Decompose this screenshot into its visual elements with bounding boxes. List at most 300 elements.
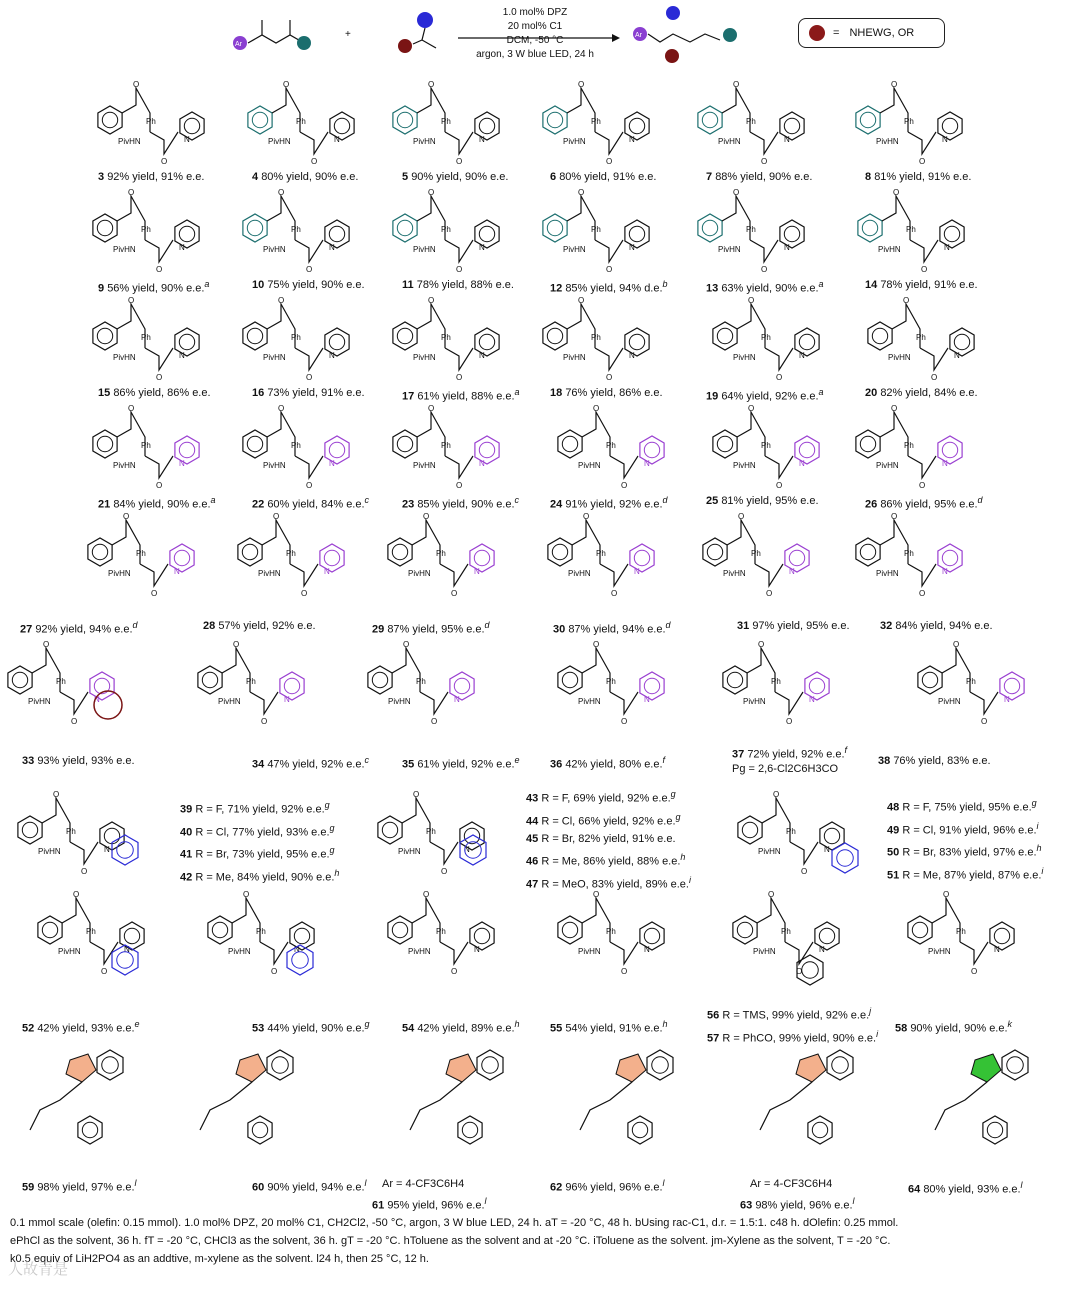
pyridine-ring xyxy=(983,1116,1007,1144)
compound-caption xyxy=(865,171,971,183)
aromatic-circle xyxy=(82,1122,97,1137)
bond xyxy=(290,564,318,586)
group-line xyxy=(887,817,1043,840)
molecule-structure xyxy=(388,890,494,976)
aryl-ring xyxy=(723,666,747,694)
oxygen-label: O xyxy=(773,790,780,799)
nitrogen-label: N xyxy=(789,567,795,576)
nitrogen-label: N xyxy=(479,243,485,252)
footnote-marker: a xyxy=(210,495,216,505)
footnote-marker: h xyxy=(662,1019,668,1029)
molecule-structure xyxy=(243,296,349,382)
yield-ee: R = MeO, 83% yield, 89% e.e. xyxy=(541,878,689,891)
aryl-ring xyxy=(393,322,417,350)
five-membered-ring xyxy=(971,1054,1001,1082)
bond xyxy=(30,1082,82,1130)
compound-number: 44 xyxy=(526,815,539,828)
five-membered-ring xyxy=(796,1054,826,1082)
compound-caption xyxy=(252,387,365,399)
nitrogen-label: N xyxy=(994,945,1000,954)
aromatic-circle xyxy=(702,112,717,127)
pivhn-label: PivHN xyxy=(578,461,601,470)
aromatic-circle xyxy=(329,442,344,457)
aromatic-circle xyxy=(862,220,877,235)
oxygen-label: O xyxy=(261,717,268,726)
molecule-structure xyxy=(723,640,829,726)
oxygen-label: O xyxy=(161,157,168,166)
aromatic-circle xyxy=(482,1057,499,1074)
aromatic-circle xyxy=(329,226,344,241)
aromatic-circle xyxy=(42,922,57,937)
compound-number: 48 xyxy=(887,801,900,814)
pyridine-ring xyxy=(78,1116,102,1144)
nitrogen-label: N xyxy=(179,459,185,468)
pivhn-label: PivHN xyxy=(718,137,741,146)
oxygen-label: O xyxy=(53,790,60,799)
aromatic-circle xyxy=(382,822,397,837)
phenyl-label: Ph xyxy=(436,549,446,558)
yield-ee: 44% yield, 90% e.e. xyxy=(267,1022,365,1035)
yield-ee: 56% yield, 90% e.e. xyxy=(107,282,205,295)
aryl-ring xyxy=(908,916,932,944)
pivhn-label: PivHN xyxy=(268,137,291,146)
bond xyxy=(440,942,468,964)
phenyl-label: Ph xyxy=(441,333,451,342)
nitrogen-label: N xyxy=(464,845,470,854)
oxygen-label: O xyxy=(278,296,285,305)
nitrogen-label: N xyxy=(324,567,330,576)
oxygen-label: O xyxy=(301,589,308,598)
aromatic-circle xyxy=(860,436,875,451)
compound-number: 43 xyxy=(526,792,539,805)
pivhn-label: PivHN xyxy=(413,245,436,254)
pivhn-label: PivHN xyxy=(876,569,899,578)
nitrogen-label: N xyxy=(454,695,460,704)
compound-number: 64 xyxy=(908,1183,921,1196)
oxygen-label: O xyxy=(919,589,926,598)
compound-number: 40 xyxy=(180,826,193,839)
teal-circle-icon xyxy=(723,28,737,42)
oxygen-label: O xyxy=(456,373,463,382)
compound-number: 54 xyxy=(402,1022,415,1035)
aryl-ring xyxy=(713,322,737,350)
oxygen-label: O xyxy=(43,640,50,649)
oxygen-label: O xyxy=(943,890,950,899)
aromatic-circle xyxy=(174,550,189,565)
nitrogen-label: N xyxy=(644,945,650,954)
aryl-ring xyxy=(543,322,567,350)
phenyl-label: Ph xyxy=(256,927,266,936)
aromatic-circle xyxy=(742,822,757,837)
compound-number: 34 xyxy=(252,758,265,771)
footnote-marker: i xyxy=(688,874,691,885)
compound-caption xyxy=(98,279,209,295)
compound-caption xyxy=(865,495,983,511)
molecule-structure xyxy=(868,296,974,382)
yield-ee: 54% yield, 91% e.e. xyxy=(565,1022,663,1035)
benzo-ring xyxy=(827,1050,853,1080)
compound-group xyxy=(180,796,339,887)
oxygen-label: O xyxy=(921,265,928,274)
footnote-marker: f xyxy=(662,755,666,765)
nitrogen-label: N xyxy=(944,243,950,252)
aryl-ring xyxy=(543,106,567,134)
compound-number: 50 xyxy=(887,846,900,859)
phenyl-label: Ph xyxy=(56,677,66,686)
oxygen-label: O xyxy=(128,296,135,305)
compound-caption xyxy=(550,279,668,295)
bond xyxy=(908,132,936,154)
aromatic-circle xyxy=(202,672,217,687)
oxygen-label: O xyxy=(891,512,898,521)
aromatic-circle xyxy=(117,842,134,859)
oxygen-label: O xyxy=(156,481,163,490)
aryl-ring xyxy=(8,666,32,694)
bond xyxy=(422,28,436,48)
phenyl-label: Ph xyxy=(136,549,146,558)
pyridine-ring xyxy=(628,1116,652,1144)
aryl-ring xyxy=(856,538,880,566)
nitrogen-label: N xyxy=(474,567,480,576)
pivhn-label: PivHN xyxy=(753,947,776,956)
oxygen-label: O xyxy=(583,512,590,521)
bond xyxy=(970,692,998,714)
nitrogen-label: N xyxy=(474,945,480,954)
oxygen-label: O xyxy=(273,512,280,521)
compound-number: 9 xyxy=(98,282,105,295)
compound-caption xyxy=(20,620,138,636)
oxygen-label: O xyxy=(606,265,613,274)
compound-caption xyxy=(252,495,369,511)
bond xyxy=(750,132,778,154)
oxygen-label: O xyxy=(578,80,585,89)
compound-caption xyxy=(372,1178,487,1212)
phenyl-label: Ph xyxy=(86,927,96,936)
molecule-structure xyxy=(738,790,844,876)
bond xyxy=(755,564,783,586)
yield-ee: 76% yield, 83% e.e. xyxy=(893,755,991,767)
aromatic-circle xyxy=(334,118,349,133)
molecule-structure xyxy=(38,890,144,976)
compound-caption xyxy=(706,279,824,295)
oxygen-label: O xyxy=(768,890,775,899)
compound-number: 60 xyxy=(252,1181,265,1194)
pivhn-label: PivHN xyxy=(413,353,436,362)
compound-number: 3 xyxy=(98,171,105,183)
aromatic-circle xyxy=(634,550,649,565)
footnote-marker: h xyxy=(1036,843,1042,854)
yield-ee: 57% yield, 92% e.e. xyxy=(218,620,316,632)
oxygen-label: O xyxy=(893,188,900,197)
compound-caption xyxy=(880,620,993,632)
aromatic-circle xyxy=(117,952,134,969)
compound-number: 27 xyxy=(20,623,33,636)
yield-ee: 63% yield, 90% e.e. xyxy=(721,282,819,295)
nitrogen-label: N xyxy=(644,459,650,468)
oxygen-label: O xyxy=(456,157,463,166)
condition-line: DCM, -50 °C xyxy=(506,35,564,46)
yield-ee: 97% yield, 95% e.e. xyxy=(752,620,850,632)
oxygen-label: O xyxy=(981,717,988,726)
oxygen-label: O xyxy=(891,404,898,413)
oxygen-label: O xyxy=(621,717,628,726)
spirocycle-structure xyxy=(935,1050,1028,1144)
molecule-structure xyxy=(8,640,114,726)
aromatic-circle xyxy=(717,328,732,343)
oxygen-label: O xyxy=(71,717,78,726)
aromatic-circle xyxy=(727,672,742,687)
aryl-ring xyxy=(738,816,762,844)
yield-ee: R = Br, 82% yield, 91% e.e. xyxy=(541,833,676,846)
aromatic-circle xyxy=(104,828,119,843)
compound-number: 56 xyxy=(707,1009,720,1022)
aromatic-circle xyxy=(737,922,752,937)
aryl-ring xyxy=(243,214,267,242)
aromatic-circle xyxy=(479,118,494,133)
compound-number: 51 xyxy=(887,869,900,882)
compound-note: Pg = 2,6-Cl2C6H3CO xyxy=(732,763,839,775)
compound-caption xyxy=(402,755,520,771)
nitrogen-label: N xyxy=(954,351,960,360)
nitrogen-label: N xyxy=(329,351,335,360)
bond xyxy=(595,132,623,154)
pivhn-label: PivHN xyxy=(568,569,591,578)
group-line xyxy=(526,848,691,871)
aryl-ring xyxy=(918,666,942,694)
yield-ee: 92% yield, 94% e.e. xyxy=(35,623,133,636)
nitrogen-label: N xyxy=(644,695,650,704)
compound-caption xyxy=(252,1019,370,1035)
aryl-ring xyxy=(393,106,417,134)
yield-ee: 42% yield, 89% e.e. xyxy=(417,1022,515,1035)
oxygen-label: O xyxy=(283,80,290,89)
footnote-marker: g xyxy=(364,1019,370,1029)
compound-number: 57 xyxy=(707,1032,720,1045)
nitrogen-label: N xyxy=(329,243,335,252)
bond xyxy=(935,1082,987,1130)
aromatic-circle xyxy=(179,334,194,349)
yield-ee: R = Me, 87% yield, 87% e.e. xyxy=(902,869,1042,882)
molecule-structure xyxy=(18,790,124,876)
molecule-structure xyxy=(93,188,199,274)
compound-caption xyxy=(878,755,991,767)
bond xyxy=(145,240,173,262)
phenyl-label: Ph xyxy=(746,225,756,234)
footnote-marker: h xyxy=(680,852,686,863)
phenyl-label: Ph xyxy=(426,827,436,836)
aromatic-circle xyxy=(252,112,267,127)
yield-ee: 86% yield, 86% e.e. xyxy=(113,387,211,399)
nitrogen-label: N xyxy=(809,695,815,704)
pivhn-label: PivHN xyxy=(718,245,741,254)
yield-ee: R = F, 75% yield, 95% e.e. xyxy=(902,801,1032,814)
bond xyxy=(140,564,168,586)
pivhn-label: PivHN xyxy=(398,847,421,856)
molecule-structure xyxy=(908,890,1014,976)
bond xyxy=(60,692,88,714)
compound-number: 6 xyxy=(550,171,557,183)
phenyl-label: Ph xyxy=(606,441,616,450)
aromatic-circle xyxy=(644,678,659,693)
compound-caption xyxy=(550,1019,668,1035)
compound-number: 47 xyxy=(526,878,539,891)
bond xyxy=(70,842,98,864)
footnote-marker: a xyxy=(514,387,520,397)
phenyl-label: Ph xyxy=(904,441,914,450)
aromatic-circle xyxy=(812,1122,827,1137)
compound-caption xyxy=(203,620,316,632)
yield-ee: 80% yield, 90% e.e. xyxy=(261,171,359,183)
yield-ee: 92% yield, 91% e.e. xyxy=(107,171,205,183)
bond xyxy=(420,692,448,714)
footnote-marker: j xyxy=(869,1006,872,1016)
pivhn-label: PivHN xyxy=(408,569,431,578)
phenyl-label: Ph xyxy=(591,117,601,126)
yield-ee: 87% yield, 95% e.e. xyxy=(387,623,485,636)
aryl-ring xyxy=(548,538,572,566)
footnote-marker: c xyxy=(514,495,520,505)
aromatic-circle xyxy=(102,112,117,127)
pivhn-label: PivHN xyxy=(928,947,951,956)
group-line xyxy=(526,871,691,894)
pyridine-ring xyxy=(248,1116,272,1144)
bond xyxy=(445,132,473,154)
aromatic-circle xyxy=(242,544,257,559)
oxygen-label: O xyxy=(776,373,783,382)
pivhn-label: PivHN xyxy=(563,353,586,362)
aromatic-circle xyxy=(629,118,644,133)
bond xyxy=(648,34,720,42)
phenyl-label: Ph xyxy=(786,827,796,836)
nitrogen-label: N xyxy=(179,243,185,252)
yield-ee: 84% yield, 94% e.e. xyxy=(895,620,993,632)
yield-ee: 86% yield, 95% e.e. xyxy=(880,498,978,511)
aromatic-circle xyxy=(324,550,339,565)
compound-number: 46 xyxy=(526,855,539,868)
footnote-marker: i xyxy=(1041,865,1044,876)
oxygen-label: O xyxy=(593,404,600,413)
aromatic-circle xyxy=(179,442,194,457)
oxygen-label: O xyxy=(233,640,240,649)
aryl-ring xyxy=(858,214,882,242)
aromatic-circle xyxy=(784,118,799,133)
pivhn-label: PivHN xyxy=(876,461,899,470)
molecule-structure xyxy=(93,404,199,490)
molecule-structure xyxy=(88,512,194,598)
aromatic-circle xyxy=(97,220,112,235)
molecule-structure xyxy=(393,404,499,490)
aromatic-circle xyxy=(479,442,494,457)
aromatic-circle xyxy=(644,442,659,457)
yield-ee: 81% yield, 95% e.e. xyxy=(721,495,819,507)
oxygen-label: O xyxy=(801,867,808,876)
compound-caption xyxy=(908,1180,1023,1196)
molecule-structure xyxy=(543,188,649,274)
aromatic-circle xyxy=(179,226,194,241)
compound-number: 19 xyxy=(706,390,719,403)
bond xyxy=(920,348,948,370)
yield-ee: 80% yield, 93% e.e. xyxy=(923,1183,1021,1196)
yield-ee: R = Br, 83% yield, 97% e.e. xyxy=(902,846,1037,859)
aromatic-circle xyxy=(987,1122,1002,1137)
nitrogen-label: N xyxy=(784,135,790,144)
aromatic-circle xyxy=(942,550,957,565)
oxygen-label: O xyxy=(278,404,285,413)
footnote-line: ePhCl as the solvent, 36 h. fT = -20 °C, CHCl3 as the solvent, 36 h. gT = -20 °C. hToluene as the solvent and at -20 °C. iToluene as the solvent. jm-Xylene as the solvent, T = -20 °C. xyxy=(10,1235,891,1247)
aryl-ring xyxy=(868,322,892,350)
molecule-structure xyxy=(248,80,354,166)
aromatic-circle xyxy=(294,928,309,943)
oxygen-label: O xyxy=(73,890,80,899)
pivhn-label: PivHN xyxy=(263,245,286,254)
compound-caption xyxy=(98,387,211,399)
oxygen-label: O xyxy=(423,512,430,521)
compound-number: 11 xyxy=(402,279,414,291)
bond xyxy=(150,132,178,154)
group-line xyxy=(707,1025,878,1048)
bond xyxy=(960,942,988,964)
spirocycle-structure xyxy=(760,1050,853,1144)
benzo-ring xyxy=(1002,1050,1028,1080)
bond xyxy=(250,692,278,714)
molecule-structure xyxy=(98,80,204,166)
aryl-ring xyxy=(856,106,880,134)
aryl-ring xyxy=(558,666,582,694)
compound-number: 12 xyxy=(550,282,563,295)
oxygen-label: O xyxy=(776,481,783,490)
compound-note: Ar = 4-CF3C6H4 xyxy=(750,1178,833,1190)
pivhn-label: PivHN xyxy=(563,245,586,254)
group-line xyxy=(180,841,339,864)
phenyl-label: Ph xyxy=(141,333,151,342)
aryl-ring xyxy=(368,666,392,694)
legend-box xyxy=(798,18,945,48)
oxygen-label: O xyxy=(593,640,600,649)
compound-number: 23 xyxy=(402,498,415,511)
aromatic-circle xyxy=(22,822,37,837)
oxygen-label: O xyxy=(786,717,793,726)
phenyl-label: Ph xyxy=(291,441,301,450)
oxygen-label: O xyxy=(81,867,88,876)
bond xyxy=(610,456,638,478)
nitrogen-label: N xyxy=(799,459,805,468)
bond xyxy=(260,942,288,964)
aromatic-circle xyxy=(184,118,199,133)
compound-number: 13 xyxy=(706,282,719,295)
oxygen-label: O xyxy=(156,265,163,274)
phenyl-label: Ph xyxy=(441,117,451,126)
phenyl-label: Ph xyxy=(141,225,151,234)
oxygen-label: O xyxy=(903,296,910,305)
bond xyxy=(600,564,628,586)
compound-number: 55 xyxy=(550,1022,563,1035)
aromatic-circle xyxy=(284,678,299,693)
bond xyxy=(295,240,323,262)
molecule-structure xyxy=(93,296,199,382)
compound-number: 31 xyxy=(737,620,750,632)
molecule-structure xyxy=(368,640,474,726)
oxygen-label: O xyxy=(441,867,448,876)
yield-ee: R = PhCO, 99% yield, 90% e.e. xyxy=(722,1032,877,1045)
oxygen-label: O xyxy=(748,404,755,413)
spirocycle-structure xyxy=(580,1050,673,1144)
oxygen-label: O xyxy=(243,890,250,899)
yield-ee: R = Me, 84% yield, 90% e.e. xyxy=(195,871,335,884)
aromatic-circle xyxy=(247,220,262,235)
aryl-ring xyxy=(198,666,222,694)
aromatic-circle xyxy=(860,544,875,559)
bond xyxy=(765,456,793,478)
